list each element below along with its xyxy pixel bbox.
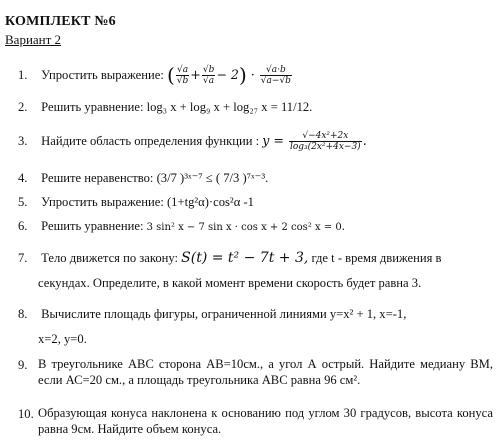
task-3-numerator: √−4x²+2x (289, 131, 362, 142)
task-text: Упростить выражение: (41, 68, 164, 82)
task-number: 7. (18, 251, 28, 265)
task-number: 8. (18, 307, 28, 321)
task-text: В треугольнике АВС сторона АВ=10см., а угол А острый. Найдите медиану ВМ, если АС=20 см., а площадь треугольника АВС равна 96 см². (38, 357, 493, 387)
task-1 (18, 65, 293, 86)
task-text-2: где t - время движения в (311, 251, 442, 265)
task-1-minus-two: − 2 (216, 67, 239, 82)
task-number: 6. (18, 219, 28, 233)
task-text: Решить уравнение: (41, 219, 144, 233)
task-text: Вычислите площадь фигуры, ограниченной линиями y=x² + 1, x=-1, (41, 307, 407, 321)
task-5 (18, 193, 254, 212)
variant-label: Вариант 2 (5, 32, 62, 47)
task-text: Решите неравенство: (3/7 )³ˣ⁻⁷ ≤ ( 7/3 )⁷ˣ⁻³. (41, 171, 269, 185)
task-10 (18, 405, 493, 437)
task-text: Образующая конуса наклонена к основанию под углом 30 градусов, высота конуса равна 9см. Найдите объем конуса. (38, 406, 493, 436)
task-number: 1. (18, 68, 28, 82)
task-number: 10. (18, 407, 34, 421)
task-number: 2. (18, 100, 28, 114)
task-number: 9. (18, 358, 28, 372)
task-text: Тело движется по закону: (41, 251, 178, 265)
task-9 (18, 356, 493, 388)
task-3-denominator: log₃(2x²+4x−3) (289, 142, 361, 152)
task-6: 6. Решить уравнение: 3 sin² x − 7 sin x · cos x + 2 cos² x = 0. (18, 217, 345, 237)
task-6-formula: 3 sin² x − 7 sin x · cos x + 2 cos² x = 0 (146, 222, 342, 233)
task-3-formula: y = $\frac{\text{√−4x²+2x}}{\text{log₃(2x²+4x−3)}}$ . (262, 131, 367, 152)
task-7-formula: S(t) = t² − 7t + 3, (181, 250, 309, 266)
task-text: Решить уравнение: log₃ x + log₉ x + log₂₇ x = 11/12. (41, 100, 313, 114)
task-4 (18, 169, 268, 188)
task-text: Найдите область определения функции : (41, 134, 260, 148)
task-8-line-2: x=2, y=0. (38, 332, 87, 346)
task-8 (18, 305, 406, 324)
page-title: КОМПЛЕКТ №6 (5, 14, 116, 29)
task-7 (18, 249, 442, 268)
task-3-y: y = (262, 133, 284, 148)
task-number: 3. (18, 134, 28, 148)
task-7-line-2: секундах. Определите, в какой момент времени скорость будет равна 3. (38, 276, 422, 290)
task-number: 5. (18, 195, 28, 209)
task-2 (18, 98, 312, 117)
task-number: 4. (18, 171, 28, 185)
task-3 (18, 131, 367, 152)
task-1-formula: ( $\frac{√a}{√b}$ + $\frac{√b}{√a}$ − 2) · $\frac{√a\cdot b}{√a-√b}$ (166, 63, 291, 87)
task-1-times: · (250, 67, 255, 82)
task-text: Упростить выражение: (1+tg²α)·cos²α -1 (41, 195, 254, 209)
